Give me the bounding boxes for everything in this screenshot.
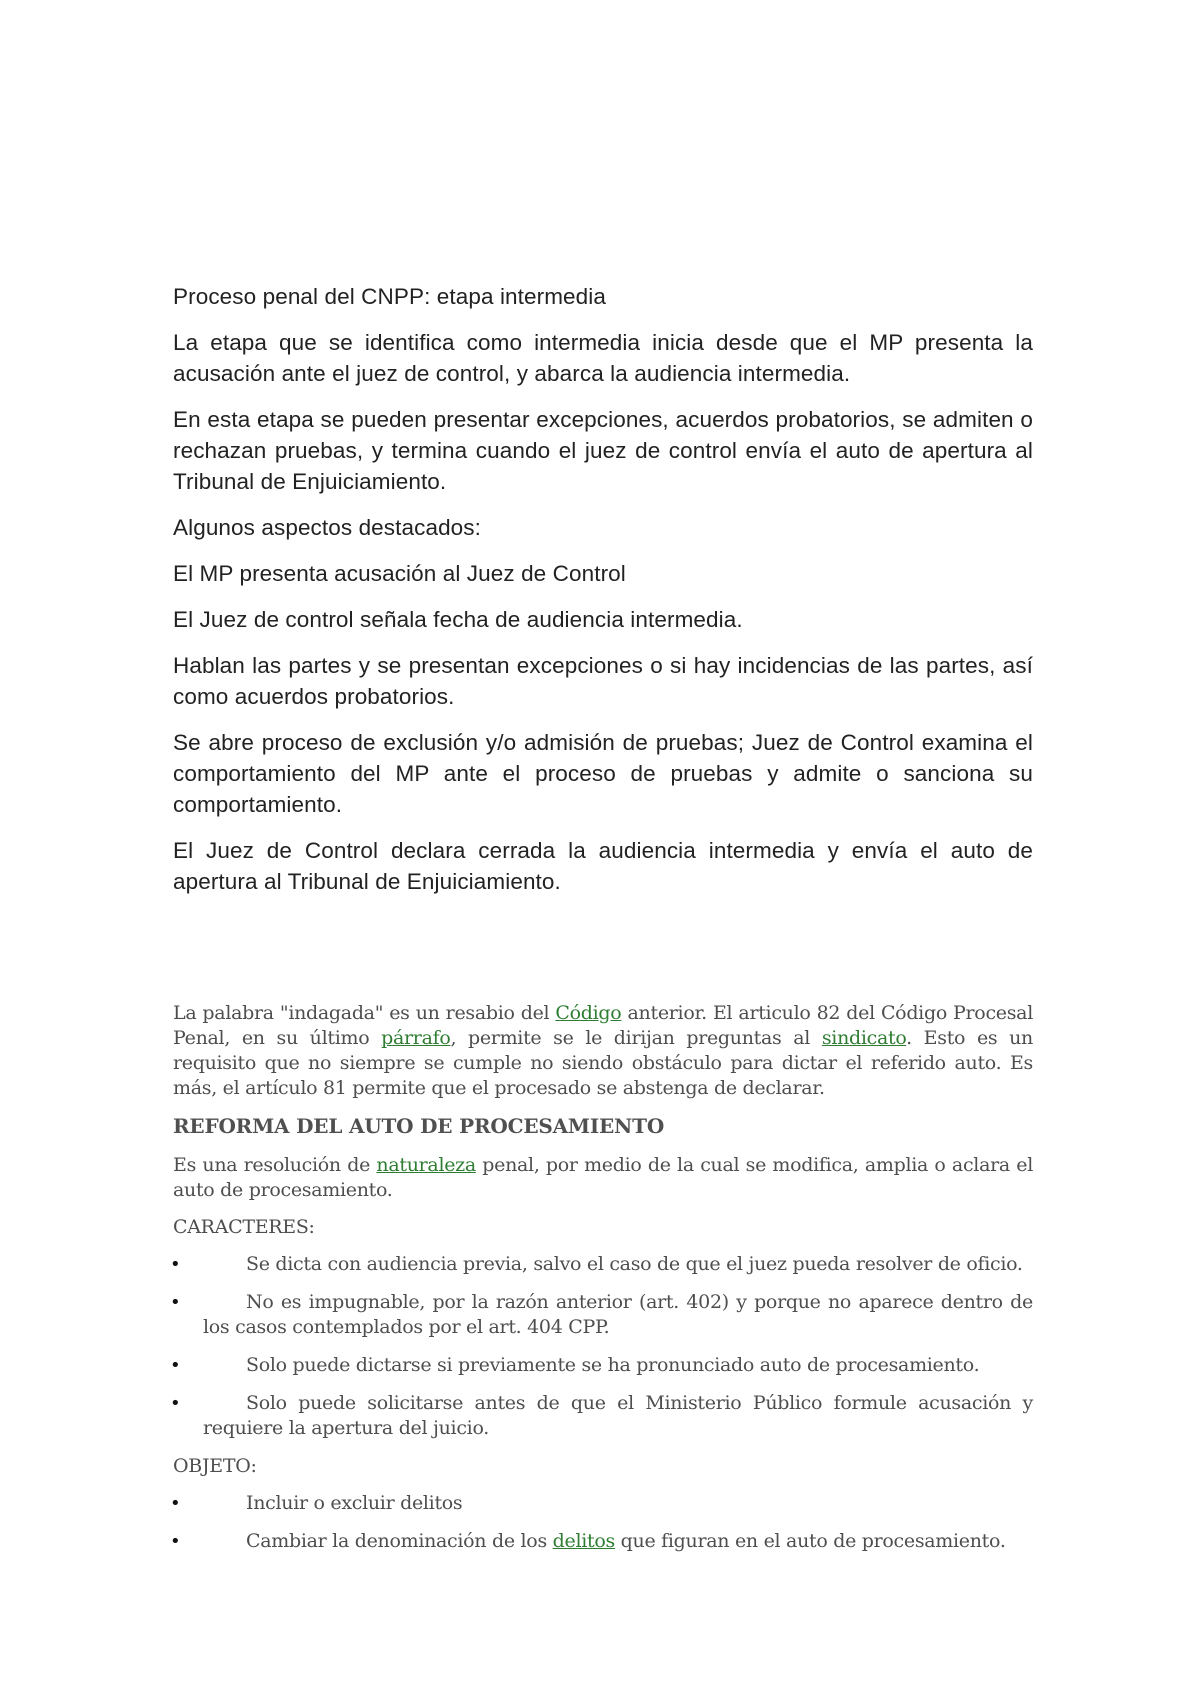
link-naturaleza[interactable]: naturaleza xyxy=(376,1154,476,1176)
bullet-icon: • xyxy=(170,1531,181,1552)
objeto-label: OBJETO: xyxy=(173,1455,257,1477)
paragraph-intermedia-scope: En esta etapa se pueden presentar excepciones, acuerdos probatorios, se admiten o rechazan pruebas, y termina cuando el juez de control envía el auto de apertura al Tribunal de Enjuiciamiento. xyxy=(173,407,1033,494)
bullet-icon: • xyxy=(170,1393,181,1414)
reforma-heading: REFORMA DEL AUTO DE PROCESAMIENTO xyxy=(173,1114,665,1138)
link-codigo[interactable]: Código xyxy=(555,1002,622,1024)
list-item-text: Solo puede dictarse si previamente se ha pronunciado auto de procesamiento. xyxy=(246,1354,980,1376)
bullet-icon: • xyxy=(170,1254,181,1275)
text-run: que figuran en el auto de procesamiento. xyxy=(614,1530,1006,1552)
list-item xyxy=(170,1353,1033,1378)
objeto-list xyxy=(170,1491,1033,1554)
list-item-text: Incluir o excluir delitos xyxy=(246,1492,463,1514)
paragraph-aspect-4: Se abre proceso de exclusión y/o admisión de pruebas; Juez de Control examina el comportamiento del MP ante el proceso de pruebas y admite o sanciona su comportamiento. xyxy=(173,730,1033,817)
bullet-icon: • xyxy=(170,1355,181,1376)
link-delitos[interactable]: delitos xyxy=(552,1530,615,1552)
paragraph-aspect-1: El MP presenta acusación al Juez de Control xyxy=(173,561,626,586)
list-item-text: Se dicta con audiencia previa, salvo el caso de que el juez pueda resolver de oficio. xyxy=(246,1253,1023,1275)
paragraph-aspect-5: El Juez de Control declara cerrada la audiencia intermedia y envía el auto de apertura al Tribunal de Enjuiciamiento. xyxy=(173,838,1033,894)
text-run: anterior. El articulo 82 del Código Procesal Penal, en su último xyxy=(173,1002,1033,1049)
paragraph-reforma-definition xyxy=(173,1153,1033,1203)
link-sindicato[interactable]: sindicato xyxy=(821,1027,907,1049)
text-run: , permite se le dirijan preguntas al xyxy=(450,1027,822,1049)
text-run: penal, por medio de la cual se modifica, amplia o aclara el auto de procesamiento. xyxy=(173,1154,1033,1201)
list-item xyxy=(170,1491,1033,1516)
list-item-text: No es impugnable, por la razón anterior (art. 402) y porque no aparece dentro de los casos contemplados por el art. 404 CPP. xyxy=(203,1291,1033,1338)
text-run: Cambiar la denominación de los xyxy=(246,1530,553,1552)
list-item xyxy=(170,1391,1033,1441)
paragraph-indagada xyxy=(173,1001,1033,1101)
paragraph-intermedia-intro: La etapa que se identifica como intermedia inicia desde que el MP presenta la acusación ante el juez de control, y abarca la audiencia intermedia. xyxy=(173,330,1033,386)
list-item xyxy=(170,1252,1033,1277)
paragraph-aspect-3: Hablan las partes y se presentan excepciones o si hay incidencias de las partes, así como acuerdos probatorios. xyxy=(173,653,1033,709)
list-item xyxy=(170,1290,1033,1340)
text-run: La palabra "indagada" es un resabio del xyxy=(173,1002,556,1024)
reforma-section xyxy=(170,1001,1033,1567)
cnpp-section xyxy=(173,281,1033,912)
text-run: . Esto es un requisito que no siempre se cumple no siendo obstáculo para dictar el referido auto. Es más, el artículo 81 permite que el procesado se abstenga de declarar. xyxy=(173,1027,1033,1099)
list-item-text: Solo puede solicitarse antes de que el Ministerio Público formule acusación y requiere la apertura del juicio. xyxy=(203,1392,1033,1439)
caracteres-label: CARACTERES: xyxy=(173,1216,315,1238)
paragraph-aspects-label: Algunos aspectos destacados: xyxy=(173,515,481,540)
paragraph-aspect-2: El Juez de control señala fecha de audiencia intermedia. xyxy=(173,607,743,632)
bullet-icon: • xyxy=(170,1493,181,1514)
link-parrafo[interactable]: párrafo xyxy=(381,1027,451,1049)
section-title: Proceso penal del CNPP: etapa intermedia xyxy=(173,284,606,309)
caracteres-list xyxy=(170,1252,1033,1441)
text-run: Es una resolución de xyxy=(173,1154,377,1176)
bullet-icon: • xyxy=(170,1292,181,1313)
list-item xyxy=(170,1529,1033,1554)
